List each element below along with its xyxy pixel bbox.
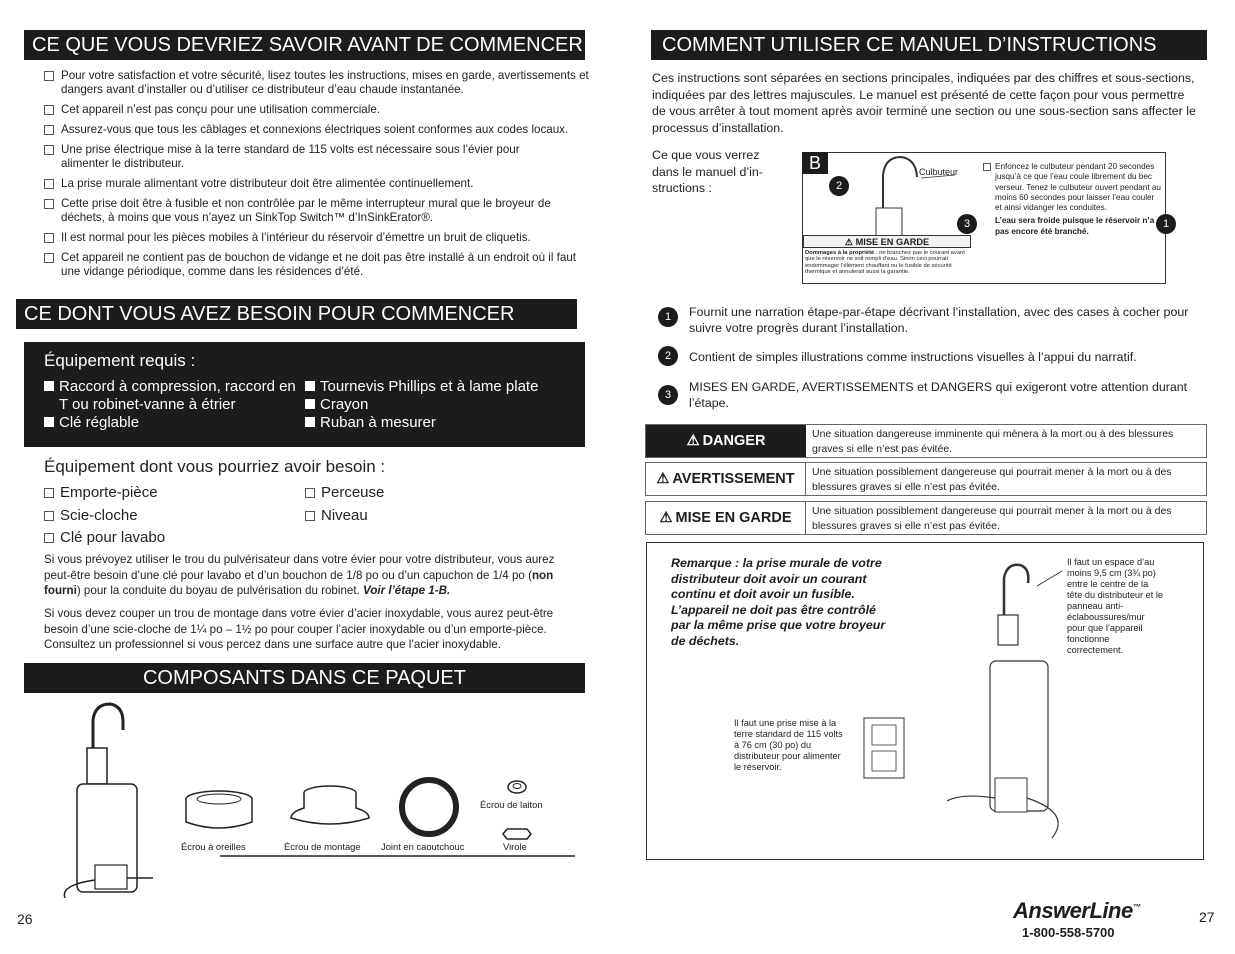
section-title-need: CE DONT VOUS AVEZ BESOIN POUR COMMENCER (16, 299, 577, 329)
checklist-item: Pour votre satisfaction et votre sécurité, lisez toutes les instructions, mises en garde, avertissements et dangers avant d’installer ou d’utiliser ce distributeur d’eau chaude instantanée. (44, 69, 594, 97)
bullet-square-icon (44, 417, 54, 427)
optional-item: Perceuse (305, 482, 384, 505)
required-col-2 (305, 378, 575, 432)
warning-row (645, 462, 1207, 496)
checkbox-icon[interactable] (44, 233, 54, 243)
spray-hole-paragraph: Si vous prévoyez utiliser le trou du pulvérisateur dans votre évier pour votre distributeur, vous aurez peut-être besoin d’une clé pour lavabo et d’un bouchon de 1/8 po ou d’un capuchon de 1/4 po (non fourni) pour la conduite du boyau de pulvérisation du robinet. Voir l’étape 1-B. (44, 553, 555, 597)
warning-label: DANGER (702, 433, 766, 449)
faucet-drawing (883, 157, 917, 215)
optional-item: Niveau (305, 505, 384, 528)
checkbox-icon[interactable] (44, 511, 54, 521)
checklist-item: Cette prise doit être à fusible et non contrôlée par le même interrupteur mural que le broyeur de déchets, à moins que vous n’ayez un SinkTop Switch™ d’InSinkErator®. (44, 197, 594, 225)
required-equipment-title: Équipement requis : (44, 351, 196, 370)
checkbox-icon[interactable] (44, 145, 54, 155)
brass-nut-drawing (508, 781, 526, 793)
checkbox-icon[interactable] (44, 71, 54, 81)
optional-col-1 (44, 482, 165, 550)
warning-text: Une situation dangereuse imminente qui mènera à la mort ou à des blessures graves si elle n’est pas évitée. (812, 428, 1174, 455)
space-callout: Il faut un espace d’au moins 9,5 cm (3¾ po) entre le centre de la tête du distributeur et le panneau anti-éclaboussures/mur pour que l’appareil fonctionne correctement. (1067, 557, 1164, 655)
checklist-item: Cet appareil ne contient pas de bouchon de vidange et ne doit pas être installé à un endroit où il faut une vidange périodique, comme dans les résidences d’été. (44, 251, 594, 279)
optional-equipment-title: Équipement dont vous pourriez avoir besoin : (44, 457, 386, 476)
mounting-hole-paragraph: Si vous devez couper un trou de montage dans votre évier d’acier inoxydable, vous aurez peut-être besoin d’une scie-cloche de 1¼ po – 1½ po pour couper l’acier inoxydable ou d’un emporte-pièce. Consultez un professionnel si vous percez dans une surface autre que l’acier inoxydable. (44, 607, 554, 651)
warning-text: Une situation possiblement dangereuse qui pourrait mener à la mort ou à des blessures graves si elle n’est pas évitée. (812, 466, 1172, 493)
checkbox-icon (983, 163, 991, 171)
checkbox-icon[interactable] (44, 488, 54, 498)
checkbox-icon[interactable] (305, 511, 315, 521)
legend-marker: 2 (658, 346, 678, 366)
sample-caution-box (803, 235, 971, 283)
warning-triangle-icon: ⚠ (686, 433, 700, 449)
component-label: Écrou à oreilles (181, 841, 246, 852)
optional-col-2 (305, 482, 384, 527)
legend-text: MISES EN GARDE, AVERTISSEMENTS et DANGERS qui exigeront votre attention durant l’étape. (689, 380, 1188, 410)
required-col-1 (44, 378, 299, 432)
checklist-item: Assurez-vous que tous les câblages et connexions électriques soient conformes aux codes locaux. (44, 123, 594, 137)
section-title-before-start: CE QUE VOUS DEVRIEZ SAVOIR AVANT DE COMMENCER (24, 30, 585, 60)
sample-step-box (802, 152, 1166, 284)
legend-marker: 3 (658, 385, 678, 405)
step-instruction: Enfoncez le culbuteur pendant 20 secondes jusqu’à ce que l’eau coule librement du bec verseur. Tenez le culbuteur ouvert pendant au moins 60 secondes pour laisser l’eau couler et ainsi vidanger les conduites. (983, 162, 1163, 213)
brand-logo: AnswerLine™ (1013, 898, 1141, 923)
rubber-gasket-drawing (402, 780, 456, 834)
required-equipment-box (24, 342, 585, 447)
checkbox-icon[interactable] (44, 533, 54, 543)
optional-item: Emporte-pièce (44, 482, 165, 505)
step-note: L’eau sera froide puisque le réservoir n’a pas encore été branché. (995, 216, 1155, 236)
checkbox-icon[interactable] (44, 105, 54, 115)
page-number-left: 26 (17, 911, 33, 927)
checklist-item: Une prise électrique mise à la terre standard de 115 volts est nécessaire sous l’évier pour alimenter le distributeur. (44, 143, 594, 171)
bullet-square-icon (305, 417, 315, 427)
bullet-square-icon (44, 381, 54, 391)
sample-step-text (983, 162, 1163, 237)
note-box (646, 542, 1204, 860)
warning-triangle-icon: ⚠ (844, 237, 854, 247)
before-start-checklist (44, 69, 594, 285)
component-label: Écrou de laiton (480, 799, 543, 810)
danger-row (645, 424, 1207, 458)
how-to-intro: Ces instructions sont séparées en sections principales, indiquées par des chiffres et sous-sections, indiquées par des lettres majuscules. Le manuel est présenté de cette façon pour vous permettre de vous arrêter à tout moment après avoir terminé une section ou une sous-section sans affecter le processus d’installation. (652, 71, 1196, 135)
checkbox-icon[interactable] (44, 125, 54, 135)
note-text: Remarque : la prise murale de votre distributeur doit avoir un courant continu et doit avoir un fusible. L’appareil ne doit pas être contrôlé par la même prise que votre broyeur de déchets. (671, 556, 886, 648)
required-item: Tournevis Phillips et à lame plate (305, 378, 575, 396)
warning-triangle-icon: ⚠ (656, 471, 670, 487)
required-item: Raccord à compression, raccord en T ou robinet-vanne à étrier (44, 378, 299, 414)
page-number-right: 27 (1199, 909, 1215, 925)
section-title-how-to: COMMENT UTILISER CE MANUEL D’INSTRUCTIONS (651, 30, 1207, 60)
optional-item: Scie-cloche (44, 505, 165, 528)
sample-caption: Ce que vous verrez dans le manuel d’in-structions : (652, 148, 763, 195)
callout-label: Culbuteur (919, 167, 959, 177)
faucet-drawing (1004, 565, 1028, 618)
checklist-item: Il est normal pour les pièces mobiles à l’intérieur du réservoir d’émettre un bruit de cliquetis. (44, 231, 594, 245)
bullet-square-icon (305, 399, 315, 409)
sample-illustration (843, 153, 973, 238)
power-cord-drawing (947, 796, 995, 801)
component-label: Écrou de montage (284, 841, 361, 852)
legend-text: Fournit une narration étape-par-étape décrivant l’installation, avec des cases à cocher pour suivre votre progrès durant l’installation. (689, 305, 1189, 335)
component-label: Virole (503, 841, 527, 852)
caution-label-bar: ⚠ MISE EN GARDE (803, 235, 971, 248)
outlet-callout: Il faut une prise mise à la terre standard de 115 volts à 76 cm (30 po) du distributeur pour alimenter le réservoir. (734, 718, 843, 772)
checkbox-icon[interactable] (44, 199, 54, 209)
caution-text: Dommages à la propriété : ne branchez pas le courant avant que le réservoir ne soit rempli d’eau. Sinon ceci pourrait endommager l’élément chauffant ou le fusible de sécurité thermique et annulerait aussi la garantie. (805, 250, 965, 276)
warning-label: MISE EN GARDE (675, 510, 792, 526)
checklist-item: La prise murale alimentant votre distributeur doit être alimentée continuellement. (44, 177, 594, 191)
legend-text: Contient de simples illustrations comme instructions visuelles à l’appui du narratif. (689, 350, 1137, 364)
step-reference-link[interactable]: Voir l’étape 1-B. (363, 584, 451, 597)
required-item: Clé réglable (44, 414, 299, 432)
warning-label: AVERTISSEMENT (672, 471, 795, 487)
optional-item: Clé pour lavabo (44, 527, 165, 550)
warning-triangle-icon: ⚠ (659, 510, 673, 526)
section-title-components: COMPOSANTS DANS CE PAQUET (24, 663, 585, 693)
installation-illustration (852, 553, 1192, 853)
legend-marker: 1 (658, 307, 678, 327)
component-label: Joint en caoutchouc (381, 841, 465, 852)
sample-marker-1: 1 (1156, 214, 1176, 234)
caution-row (645, 501, 1207, 535)
section-letter-badge: B (802, 152, 828, 174)
ferrule-drawing (503, 829, 531, 839)
bullet-square-icon (305, 381, 315, 391)
checkbox-icon[interactable] (44, 179, 54, 189)
required-item: Crayon (305, 396, 575, 414)
required-item: Ruban à mesurer (305, 414, 575, 432)
checkbox-icon[interactable] (44, 253, 54, 263)
sample-marker-3: 3 (957, 214, 977, 234)
sample-marker-2: 2 (829, 176, 849, 196)
checklist-item: Cet appareil n’est pas conçu pour une utilisation commerciale. (44, 103, 594, 117)
warning-text: Une situation possiblement dangereuse qui pourrait mener à la mort ou à des blessures graves si elle n’est pas évitée. (812, 505, 1172, 532)
phone-number: 1-800-558-5700 (1022, 925, 1115, 940)
checkbox-icon[interactable] (305, 488, 315, 498)
